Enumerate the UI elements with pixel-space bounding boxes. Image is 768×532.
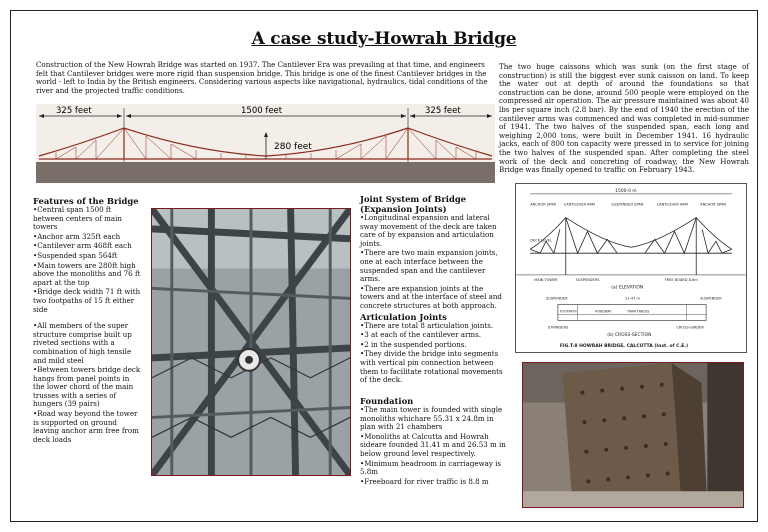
main-tower-label: MAIN TOWER — [534, 277, 558, 282]
feature-item: • Between towers bridge deck hangs from panel points in the lower chord of the main trusses with a series of hungers (39 pairs) — [33, 366, 141, 409]
stringers-label: STRINGERS — [547, 325, 569, 330]
section-caption: (b) CROSS-SECTION — [607, 333, 652, 339]
drawing-span-label: SUSPENDED SPAN — [611, 202, 644, 207]
riveted-pillar-photo — [522, 362, 744, 508]
features-heading: Features of the Bridge — [33, 196, 139, 206]
articulation-item: • They divide the bridge into segments with vertical pin connection between them to facilitate rotational movements of the deck. — [360, 350, 506, 384]
drawing-span-label: CANTILEVER ARM — [563, 202, 596, 207]
deck-level-label: DECK LEVEL — [530, 238, 552, 243]
caisson-paragraph: The two huge caissons which was sunk (on the first stage of construction) is still the biggest ever sunk caisson on land. To keep the water out at depth of around the foundations so that construction can be done, around 500 people were employed on the compressed air operation. The air pressure maintained was about 40 lbs per square inch (2.8 bar). By the end of 1940 the erection of the cantilever arms was commenced and was completed in mid-summer of 1941. The two halves of the suspended span, each long and weighing 2,000 tons, were built in December 1941. 16 hydraulic jacks, each of 800 ton capacity were pressed in to service for joining the two halves of the suspended span. After completing the steel work of the deck and concreting of roadway, the New Howrah Bridge was finally opened to traffic on February 1943. — [499, 62, 749, 175]
bridge-elevation-diagram — [36, 104, 495, 183]
suspenders-label: SUSPENDERS — [575, 277, 600, 282]
intro-paragraph: Construction of the New Howrah Bridge was started on 1937. The Cantilever Era was prevailing at that time, and engineers felt that Cantilever bridges were more rigid than suspension bridge. This bridge is one of the finest Cantilever bridges in the world - left to India by the British engineers. Considering various aspects like navigational, hydraulics, tidal conditions of the river and the projected traffic conditions. — [36, 60, 488, 95]
articulation-heading: Articulation Joints — [360, 311, 447, 322]
foundation-section — [360, 396, 508, 487]
span-center-label: 1500 feet — [241, 106, 283, 116]
articulation-item: • There are total 8 articulation joints. — [360, 322, 506, 331]
suspender-left-label: SUSPENDER — [546, 296, 568, 301]
free-board-label: FREE BOARD 8.8m — [664, 277, 698, 282]
joint-item: • Longitudinal expansion and lateral sway movement of the deck are taken care of by expansion and articulation joints. — [360, 214, 506, 248]
elevation-caption: (a) ELEVATION — [611, 285, 644, 291]
engineering-drawing — [515, 183, 747, 353]
joint-item: • There are expansion joints at the towers and at the interface of steel and concrete structures at both approach. — [360, 285, 506, 311]
feature-item: • Suspended span 564ft — [33, 252, 141, 261]
drawing-top-dim: 1500-0 m — [615, 188, 637, 194]
figure-caption: FIG.T-8 HOWRAH BRIDGE, CALCUTTA (Inst. of C.E.) — [559, 344, 689, 350]
feature-item: • Bridge deck width 71 ft with two footpaths of 15 ft either side — [33, 288, 141, 314]
span-left-label: 325 feet — [56, 106, 92, 116]
foundation-item: • Minimum headroom in carriageway is 5.8m — [360, 460, 508, 477]
foundation-heading: Foundation — [360, 396, 414, 406]
tram-label: TRAM TRACKS — [627, 309, 650, 314]
drawing-span-label: CANTILEVER ARM — [656, 202, 688, 207]
joint-item: • There are two main expansion joints, one at each interface between the suspended span and the cantilever arms. — [360, 249, 506, 283]
foundation-item: • Monoliths at Calcutta and Howrah sideare founded 31.41 m and 26.53 m in below ground level respectively. — [360, 433, 508, 459]
feature-item: • Anchor arm 325ft each — [33, 233, 141, 242]
roadway-label: ROADWAY — [595, 309, 612, 314]
cross-girder-label: CROSS-GIRDER — [676, 325, 704, 330]
feature-item: • Main towers are 280ft high above the monoliths and 76 ft apart at the top — [33, 262, 141, 288]
height-label: 280 feet — [274, 142, 312, 152]
features-section — [33, 196, 141, 445]
feature-item: • All members of the super structure comprise built up riveted sections with a combination of high tensile and mild steel — [33, 322, 141, 365]
truss-photo — [151, 208, 351, 476]
suspender-right-label: SUSPENDER — [700, 296, 722, 301]
foundation-item: • The main tower is founded with single monoliths whichare 55.31 x 24.8m in plan with 21 chambers — [360, 406, 508, 432]
poster-title — [0, 29, 768, 49]
span-right-label: 325 feet — [425, 106, 461, 116]
drawing-span-label: ANCHOR SPAN — [700, 202, 727, 207]
section-dim-label: 21-47 m — [625, 296, 640, 301]
feature-item: • Cantilever arm 468ft each — [33, 242, 141, 251]
joints-heading: Joint System of Bridge (Expansion Joints) — [360, 194, 467, 214]
articulation-item: • 3 at each of the cantilever arms. — [360, 331, 506, 340]
articulation-item: • 2 in the suspended portions. — [360, 341, 506, 350]
feature-item: • Road way beyond the tower is supported on ground leaving anchor arm free from deck loads — [33, 410, 141, 444]
drawing-span-label: ANCHOR SPAN — [530, 202, 557, 207]
joints-section — [360, 194, 506, 386]
footpath-label: FOOTPATH — [559, 309, 577, 314]
foundation-item: • Freeboard for river traffic is 8.8 m — [360, 478, 508, 487]
poster-title-text: A case study-Howrah Bridge — [251, 29, 517, 49]
feature-item: • Central span 1500 ft between centers of main towers — [33, 206, 141, 232]
